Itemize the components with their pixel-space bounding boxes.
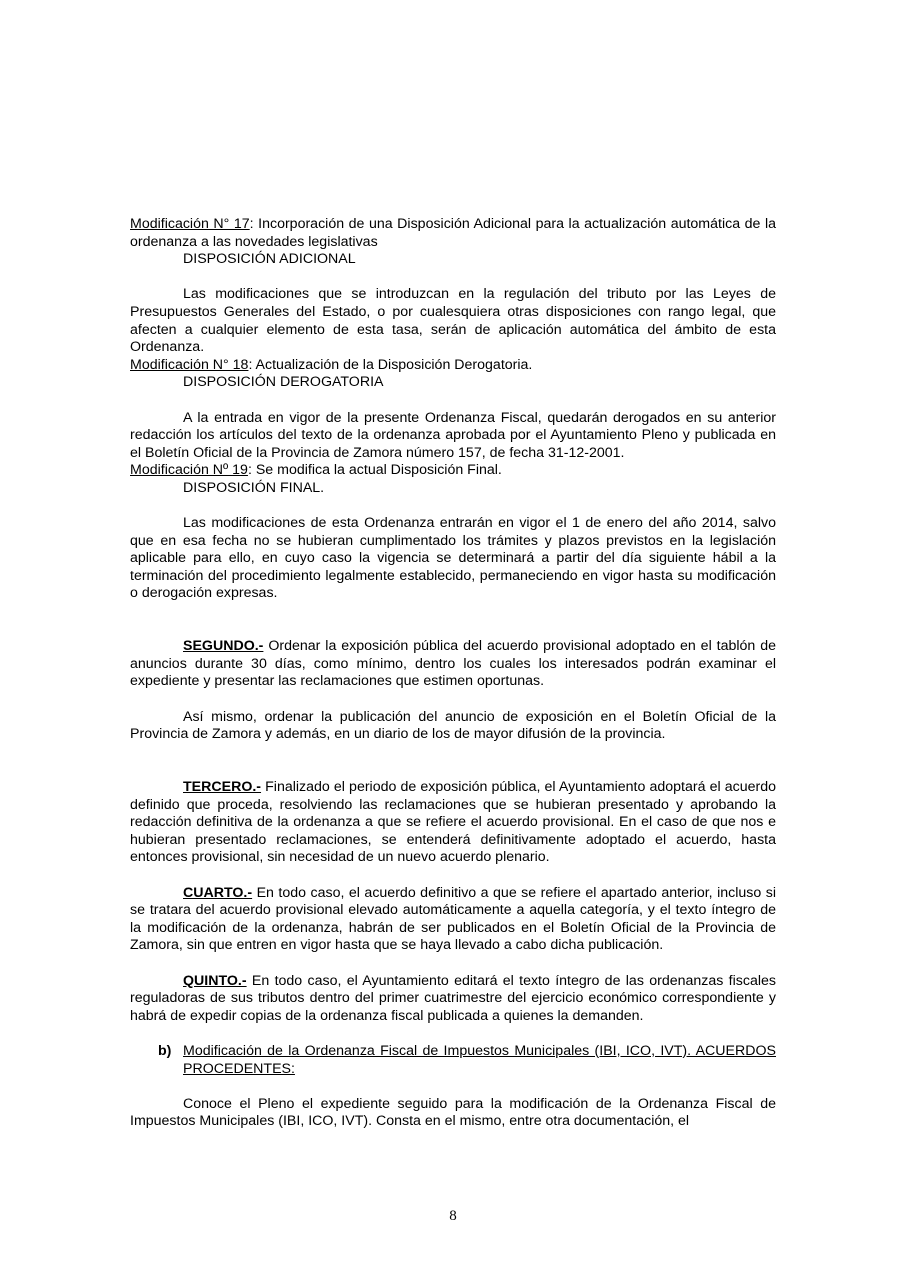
segundo-text: Ordenar la exposición pública del acuerdo provisional adoptado en el tablón de anuncios durante 30 días, como mínimo, dentro los cuales los interesados podrán examinar el expediente y presentar las reclamaciones que estimen oportunas. xyxy=(130,638,776,690)
mod18-body: A la entrada en vigor de la presente Ordenanza Fiscal, quedarán derogados en su anterior redacción los artículos del texto de la ordenanza aprobada por el Ayuntamiento Pleno y publicada en el Boletín Oficial de la Provincia de Zamora número 157, de fecha 31-12-2001. xyxy=(130,409,776,461)
quinto-label: QUINTO.- xyxy=(183,972,247,989)
mod17-heading: DISPOSICIÓN ADICIONAL xyxy=(183,251,356,268)
mod17-label: Modificación N° 17 xyxy=(130,216,250,232)
mod19-heading: DISPOSICIÓN FINAL. xyxy=(183,479,325,496)
mod17-body: Las modificaciones que se introduzcan en la regulación del tributo por las Leyes de Presupuestos Generales del Estado, o por cualesquiera otras disposiciones con rango legal, que afecten a cualquier elemento de esta tasa, serán de aplicación automática del ámbito de esta Ordenanza. xyxy=(130,286,776,356)
mod19-label: Modificación Nº 19 xyxy=(130,462,248,479)
tercero-paragraph xyxy=(130,779,776,867)
page-number: 8 xyxy=(449,1208,457,1224)
cuarto-paragraph xyxy=(130,885,776,955)
mod18-heading: DISPOSICIÓN DEROGATORIA xyxy=(183,374,384,391)
mod18-text: : Actualización de la Disposición Derogatoria. xyxy=(248,356,533,373)
document-body xyxy=(130,216,776,1131)
mod19-text: : Se modifica la actual Disposición Final. xyxy=(247,462,502,479)
mod19-title xyxy=(130,462,776,480)
tercero-label: TERCERO.- xyxy=(183,779,262,795)
quinto-paragraph xyxy=(130,973,776,1026)
item-b-title: Modificación de la Ordenanza Fiscal de Impuestos Municipales (IBI, ICO, IVT). ACUERDOS PROCEDENTES: xyxy=(183,1042,776,1077)
segundo-extra: Así mismo, ordenar la publicación del anuncio de exposición en el Boletín Oficial de la Provincia de Zamora y además, en un diario de los de mayor difusión de la provincia. xyxy=(130,708,776,743)
tercero-text: Finalizado el periodo de exposición pública, el Ayuntamiento adoptará el acuerdo definido que proceda, resolviendo las reclamaciones que se hubieran presentado y aprobando la redacción definitiva de la ordenanza a que se refiere el acuerdo provisional. En el caso de que nos e hubieran presentado reclamaciones, se entenderá definitivamente adoptado el acuerdo, hasta entonces provisional, sin necesidad de un nuevo acuerdo plenario. xyxy=(130,779,776,866)
item-b-body: Conoce el Pleno el expediente seguido para la modificación de la Ordenanza Fiscal de Impuestos Municipales (IBI, ICO, IVT). Consta en el mismo, entre otra documentación, el xyxy=(130,1095,776,1130)
item-b xyxy=(158,1043,776,1078)
mod18-label: Modificación N° 18 xyxy=(130,356,249,373)
segundo-paragraph xyxy=(130,638,776,691)
mod17-title xyxy=(130,216,776,251)
item-b-label: b) xyxy=(158,1042,172,1059)
cuarto-label: CUARTO.- xyxy=(183,884,253,901)
mod17-text: : Incorporación de una Disposición Adicional para la actualización automática de la ordenanza a las novedades legislativas xyxy=(130,216,777,250)
cuarto-text: En todo caso, el acuerdo definitivo a que se refiere el apartado anterior, incluso si se tratara del acuerdo provisional elevado automáticamente a aquella categoría, y el texto íntegro de la modificación de la ordenanza, habrán de ser publicados en el Boletín Oficial de la Provincia de Zamora, sin que entren en vigor hasta que se haya llevado a cabo dicha publicación. xyxy=(130,884,776,954)
mod18-title xyxy=(130,357,776,375)
mod19-body: Las modificaciones de esta Ordenanza entrarán en vigor el 1 de enero del año 2014, salvo que en esa fecha no se hubieran cumplimentado los trámites y plazos previstos en la legislación aplicable para ello, en cuyo caso la vigencia se determinará a partir del día siguiente hábil a la terminación del procedimiento legalmente establecido, permaneciendo en vigor hasta su modificación o derogación expresas. xyxy=(130,515,776,602)
segundo-label: SEGUNDO.- xyxy=(183,638,264,655)
quinto-text: En todo caso, el Ayuntamiento editará el texto íntegro de las ordenanzas fiscales reguladoras de sus tributos dentro del primer cuatrimestre del ejercicio económico correspondiente y habrá de expedir copias de la ordenanza fiscal publicada a quienes la demanden. xyxy=(130,972,776,1024)
